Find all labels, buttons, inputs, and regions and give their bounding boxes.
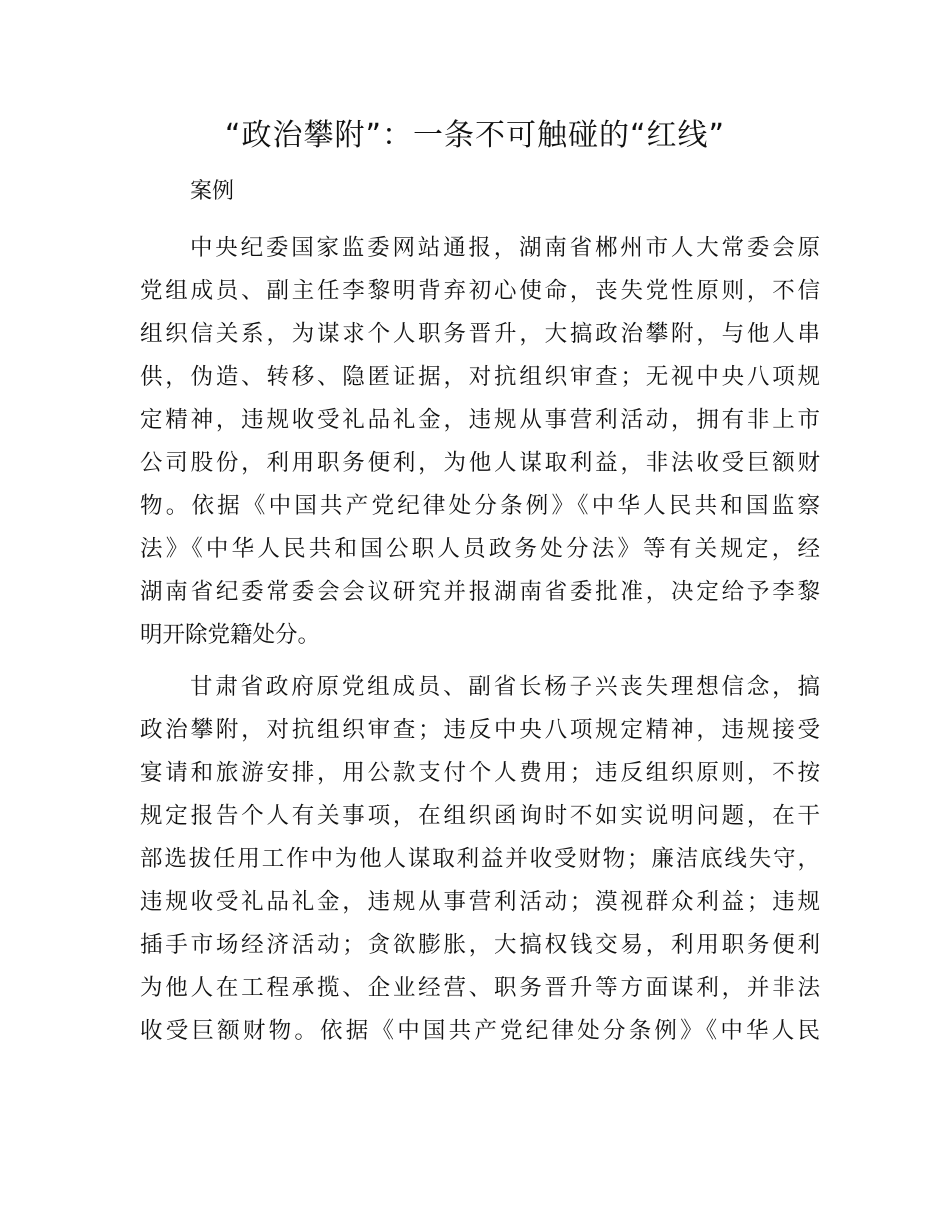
paragraph-line: 明开除党籍处分。 — [140, 622, 321, 648]
paragraph-1 — [140, 227, 820, 657]
section-heading: 案例 — [190, 179, 235, 204]
paragraph-line: 党组成员、副主任李黎明背弃初心使命，丧失党性原则，不信 — [140, 278, 820, 304]
paragraph-line: 法》《中华人民共和国公职人员政务处分法》等有关规定，经 — [140, 536, 820, 562]
paragraph-line: 插手市场经济活动；贪欲膨胀，大搞权钱交易，利用职务便利 — [140, 932, 820, 958]
paragraph-line: 为他人在工程承揽、企业经营、职务晋升等方面谋利，并非法 — [140, 975, 820, 1001]
document-title: “政治攀附”：一条不可触碰的“红线” — [224, 118, 726, 153]
paragraph-line: 组织信关系，为谋求个人职务晋升，大搞政治攀附，与他人串 — [140, 321, 820, 347]
paragraph-line: 违规收受礼品礼金，违规从事营利活动；漠视群众利益；违规 — [140, 889, 820, 915]
paragraph-line: 宴请和旅游安排，用公款支付个人费用；违反组织原则，不按 — [140, 760, 820, 786]
paragraph-line: 供，伪造、转移、隐匿证据，对抗组织审查；无视中央八项规 — [140, 364, 820, 390]
paragraph-line: 物。依据《中国共产党纪律处分条例》《中华人民共和国监察 — [140, 493, 820, 519]
paragraph-2 — [140, 666, 820, 1053]
paragraph-line: 公司股份，利用职务便利，为他人谋取利益，非法收受巨额财 — [140, 450, 820, 476]
paragraph-line: 政治攀附，对抗组织审查；违反中央八项规定精神，违规接受 — [140, 717, 820, 743]
paragraph-line: 规定报告个人有关事项，在组织函询时不如实说明问题，在干 — [140, 803, 820, 829]
paragraph-line: 中央纪委国家监委网站通报，湖南省郴州市人大常委会原 — [190, 235, 820, 261]
paragraph-line: 部选拔任用工作中为他人谋取利益并收受财物；廉洁底线失守， — [140, 846, 820, 872]
paragraph-line: 定精神，违规收受礼品礼金，违规从事营利活动，拥有非上市 — [140, 407, 820, 433]
paragraph-line: 湖南省纪委常委会会议研究并报湖南省委批准，决定给予李黎 — [140, 579, 820, 605]
paragraph-line: 甘肃省政府原党组成员、副省长杨子兴丧失理想信念，搞 — [190, 674, 820, 700]
paragraph-line: 收受巨额财物。依据《中国共产党纪律处分条例》《中华人民 — [140, 1018, 820, 1044]
